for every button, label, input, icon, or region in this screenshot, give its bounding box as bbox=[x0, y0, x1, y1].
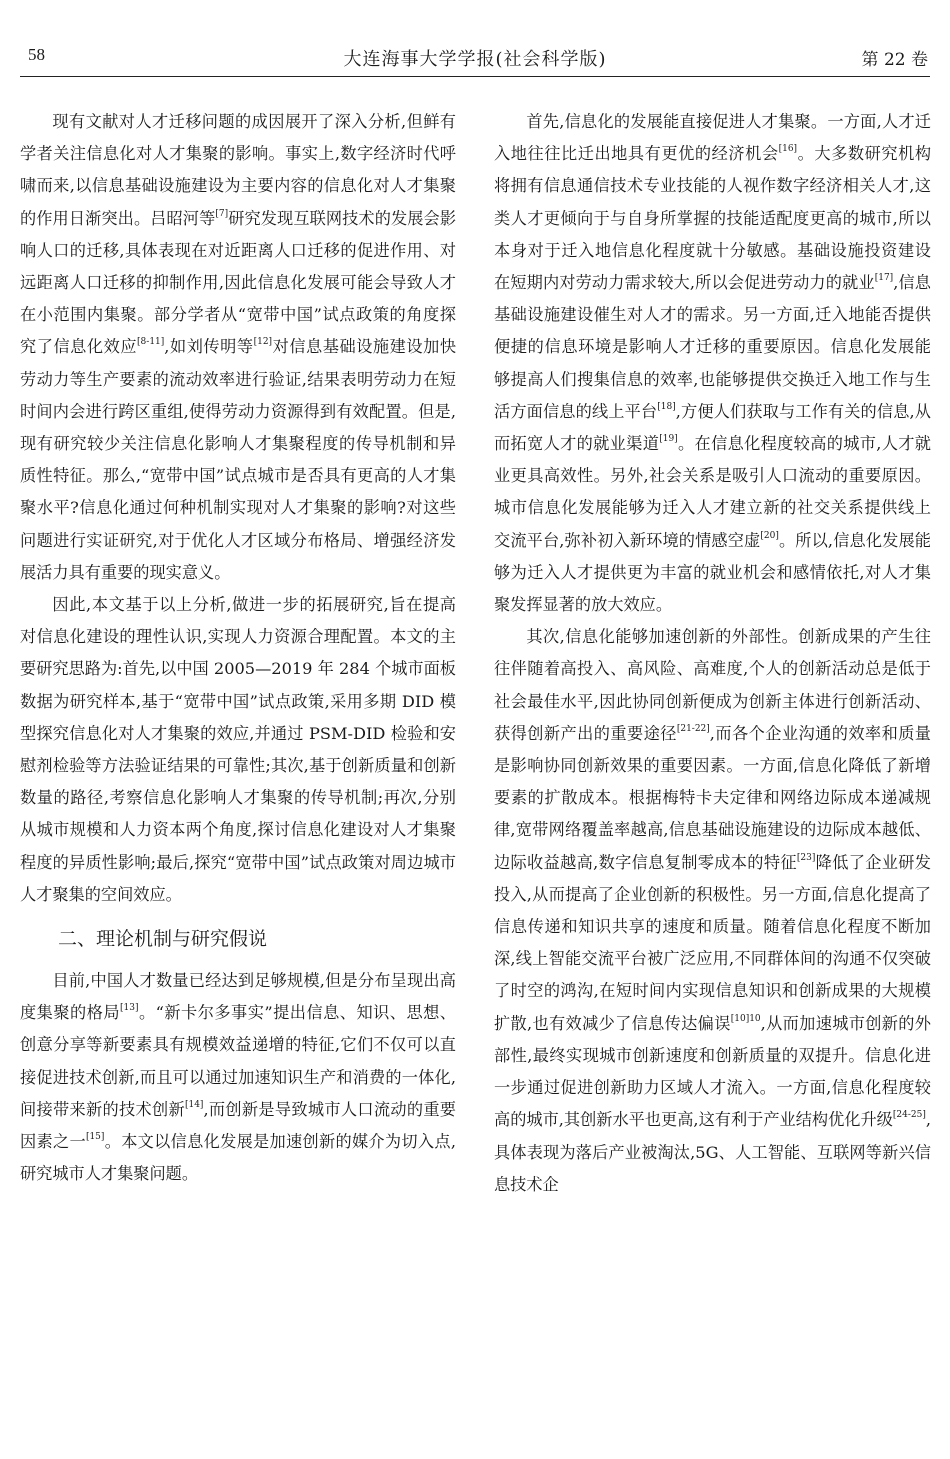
section-heading: 二、理论机制与研究假说 bbox=[58, 928, 268, 951]
text-run: ,而各个企业沟通的效率和质量是影响协同创新效果的重要因素。一方面,信息化降低了新增要素的扩散成本。根据梅特卡夫定律和网络边际成本递减规律,宽带网络覆盖率越高,信息基础设施建设的边际成本越低、边际收益越高,数字信息复制零成本的特征 bbox=[494, 723, 931, 872]
text-run: ,而创新是导致城市人口流动的重要因素之一 bbox=[20, 1099, 456, 1152]
text-run: 。本文以信息化发展是加速创新的媒介为切入点,研究城市人才集聚问题。 bbox=[20, 1132, 456, 1184]
citation: [15] bbox=[85, 1132, 105, 1143]
text-run: 其次,信息化能够加速创新的外部性。创新成果的产生往往伴随着高投入、高风险、高难度,个人的创新活动总是低于社会最佳水平,因此协同创新便成为创新主体进行创新活动、获得创新产出的重要途径 bbox=[494, 627, 931, 743]
text-run: 现有文献对人才迁移问题的成因展开了深入分析,但鲜有学者关注信息化对人才集聚的影响。事实上,数字经济时代呼啸而来,以信息基础设施建设为主要内容的信息化对人才集聚的作用日渐突出。吕昭河等 bbox=[20, 112, 456, 228]
page-header bbox=[0, 0, 950, 80]
citation: [16] bbox=[778, 144, 798, 155]
text-run: 。大多数研究机构将拥有信息通信技术专业技能的人视作数字经济相关人才,这类人才更倾向于与自身所掌握的技能适配度更高的城市,所以本身对于迁入地信息化程度就十分敏感。基础设施投资建设在短期内对劳动力需求较大,所以会促进劳动力的就业 bbox=[494, 144, 932, 293]
text-run: 研究发现互联网技术的发展会影响人口的迁移,具体表现在对近距离人口迁移的促进作用、对远距离人口迁移的抑制作用,因此信息化发展可能会导致人才在小范围内集聚。部分学者从“宽带中国”试点政策的角度探究了信息化效应 bbox=[20, 208, 457, 357]
text-run: 首先,信息化的发展能直接促进人才集聚。一方面,人才迁入地往往比迁出地具有更优的经济机会 bbox=[494, 112, 931, 164]
text-run: 目前,中国人才数量已经达到足够规模,但是分布呈现出高度集聚的格局 bbox=[20, 971, 456, 1023]
citation: [20] bbox=[760, 530, 779, 541]
citation: [10]10 bbox=[730, 1013, 761, 1024]
text-run: 。在信息化程度较高的城市,人才就业更具高效性。另外,社会关系是吸引人口流动的重要原因。城市信息化发展能够为迁入人才建立新的社交关系提供线上交流平台,弥补初入新环境的情感空虚 bbox=[494, 434, 931, 550]
citation: [12] bbox=[253, 337, 273, 348]
citation: [7] bbox=[215, 208, 229, 219]
text-run: 。“新卡尔多事实”提出信息、知识、思想、创意分享等新要素具有规模效益递增的特征,它们不仅可以直接促进技术创新,而且可以通过加速知识生产和消费的一体化,间接带来新的技术创新 bbox=[20, 1003, 456, 1119]
citation: [18] bbox=[657, 401, 676, 412]
citation: [21-22] bbox=[676, 723, 710, 734]
header-rule bbox=[20, 76, 930, 77]
text-run: 。所以,信息化发展能够为迁入人才提供更为丰富的就业机会和感情依托,对人才集聚发挥显著的放大效应。 bbox=[494, 530, 931, 615]
paragraph-theory-intro bbox=[20, 965, 456, 1190]
citation: [17] bbox=[874, 273, 894, 284]
paragraph-research-outline: 因此,本文基于以上分析,做进一步的拓展研究,旨在提高对信息化建设的理性认识,实现人力资源合理配置。本文的主要研究思路为:首先,以中国 2005—2019 年 284 个城市面板数据为研究样本,基于“宽带中国”试点政策,采用多期 DID 模型探究信息化对人才集聚的效应,并通过 PSM-DID 检验和安慰剂检验等方法验证结果的可靠性;其次,基于创新质量和创新数量的路径,考察信息化影响人才集聚的传导机制;再次,分别从城市规模和人力资本两个角度,探讨信息化建设对人才集聚程度的异质性影响;最后,探究“宽带中国”试点政策对周边城市人才聚集的空间效应。 bbox=[20, 595, 456, 904]
text-run: ,具体表现为落后产业被淘汰,5G、人工智能、互联网等新兴信息技术企 bbox=[494, 1110, 931, 1194]
citation: [14] bbox=[184, 1099, 204, 1110]
right-column bbox=[494, 106, 931, 1201]
text-run: ,方便人们获取与工作有关的信息,从而拓宽人才的就业渠道 bbox=[494, 401, 931, 454]
text-run: ,如刘传明等 bbox=[164, 337, 254, 357]
journal-title: 大连海事大学学报(社会科学版) bbox=[343, 49, 607, 70]
citation: [13] bbox=[120, 1003, 139, 1014]
text-run: 降低了企业研发投入,从而提高了企业创新的积极性。另一方面,信息化提高了信息传递和知识共享的速度和质量。随着信息化程度不断加深,线上智能交流平台被广泛应用,不同群体间的沟通不仅突破了时空的鸿沟,在短时间内实现信息知识和创新成果的大规模扩散,也有效减少了信息传达偏误 bbox=[494, 852, 931, 1033]
text-run: ,信息基础设施建设催生对人才的需求。另一方面,迁入地能否提供便捷的信息环境是影响人才迁移的重要原因。信息化发展能够提高人们搜集信息的效率,也能够提供交换迁入地工作与生活方面信息的线上平台 bbox=[494, 273, 931, 421]
text-run: ,从而加速城市创新的外部性,最终实现城市创新速度和创新质量的双提升。信息化进一步通过促进创新助力区域人才流入。一方面,信息化程度较高的城市,其创新水平也更高,这有利于产业结构优化升级 bbox=[494, 1013, 931, 1130]
volume-label: 第 22 卷 bbox=[861, 50, 928, 70]
page-number: 58 bbox=[28, 45, 45, 64]
citation: [23] bbox=[796, 852, 816, 863]
left-column bbox=[20, 106, 456, 1191]
text-run: 对信息基础设施建设加快劳动力等生产要素的流动效率进行验证,结果表明劳动力在短时间内会进行跨区重组,使得劳动力资源得到有效配置。但是,现有研究较少关注信息化影响人才集聚程度的传导机制和异质性特征。那么,“宽带中国”试点城市是否具有更高的人才集聚水平?信息化通过何种机制实现对人才集聚的影响?对这些问题进行实证研究,对于优化人才区域分布格局、增强经济发展活力具有重要的现实意义。 bbox=[20, 337, 457, 582]
citation: [24-25] bbox=[892, 1110, 926, 1121]
paragraph-innovation-effect bbox=[494, 621, 931, 1201]
paragraph-literature-review bbox=[20, 106, 456, 589]
paragraph-direct-effect bbox=[494, 106, 931, 621]
citation: [8-11] bbox=[137, 337, 165, 348]
citation: [19] bbox=[659, 434, 678, 445]
